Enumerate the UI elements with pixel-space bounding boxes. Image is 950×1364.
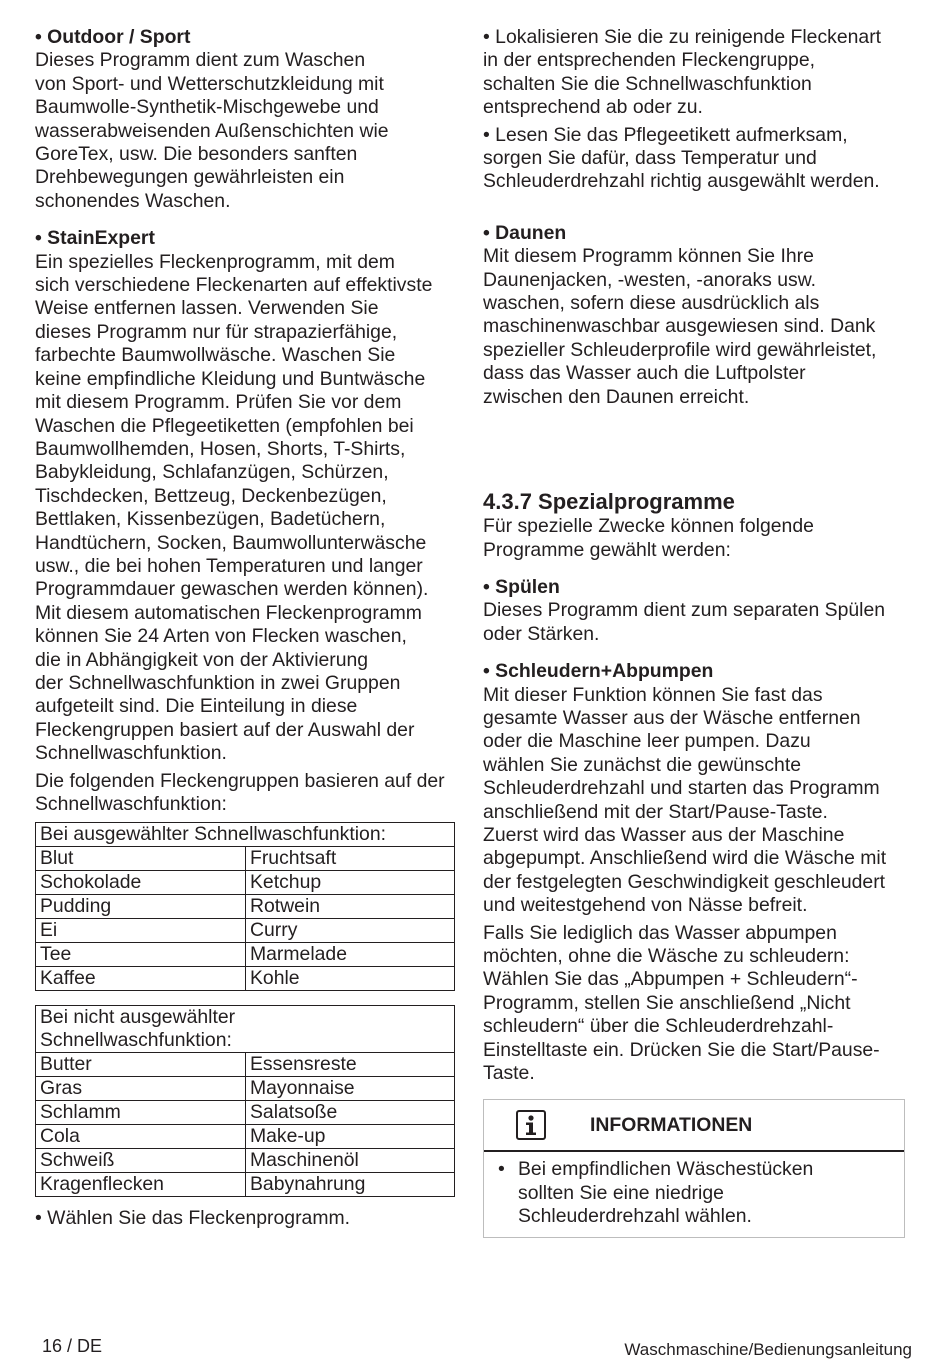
table-cell: Babynahrung <box>246 1173 455 1197</box>
stainexpert-title: • StainExpert <box>35 227 155 250</box>
text-line: schalten Sie die Schnellwaschfunktion <box>483 72 812 95</box>
section-heading: 4.3.7 Spezialprogramme <box>483 489 735 515</box>
table-header: Bei ausgewählter Schnellwaschfunktion: <box>36 823 455 847</box>
table-row <box>36 1149 455 1173</box>
table-row <box>36 847 455 871</box>
spezialprogramme-section <box>483 489 919 562</box>
text-line: Waschen die Pflegeetiketten (empfohlen bei <box>35 414 414 437</box>
text-line: entsprechend ab oder zu. <box>483 96 703 119</box>
text-line: Mit dieser Funktion können Sie fast das <box>483 683 823 706</box>
text-line: Mit diesem Programm können Sie Ihre <box>483 245 814 268</box>
info-body <box>484 1152 904 1236</box>
text-line: Weise entfernen lassen. Verwenden Sie <box>35 297 379 320</box>
table-cell: Essensreste <box>246 1053 455 1077</box>
table-cell: Schweiß <box>36 1149 246 1173</box>
text-line: in der entsprechenden Fleckengruppe, <box>483 49 816 72</box>
page-number: 16 / DE <box>42 1336 103 1356</box>
text-line: Fleckengruppen basiert auf der Auswahl der <box>35 718 415 741</box>
table-cell: Ei <box>36 919 246 943</box>
text-line: Daunenjacken, -westen, -anoraks usw. <box>483 268 817 291</box>
table-row <box>36 1173 455 1197</box>
text-line: schleudern“ über die Schleuderdrehzahl- <box>483 1015 834 1038</box>
table-cell: Ketchup <box>246 871 455 895</box>
text-line: der festgelegten Geschwindigkeit geschleudert <box>483 870 886 893</box>
text-line: gesamte Wasser aus der Wäsche entfernen <box>483 706 861 729</box>
text-line: Schleuderdrehzahl wählen. <box>518 1205 752 1228</box>
table-cell: Curry <box>246 919 455 943</box>
table-cell: Rotwein <box>246 895 455 919</box>
info-box <box>483 1099 905 1237</box>
schleudern-section <box>483 660 919 1085</box>
schleudern-text <box>483 684 919 918</box>
text-line: wählen Sie zunächst die gewünschte <box>483 753 801 776</box>
text-line: und weitestgehend von Nässe befreit. <box>483 894 808 917</box>
info-label: INFORMATIONEN <box>590 1113 753 1136</box>
text-line: Schnellwaschfunktion: <box>35 793 227 815</box>
stain-table-quickwash-on <box>35 822 455 991</box>
table-header-line: Schnellwaschfunktion: <box>40 1029 232 1052</box>
text-line: Zuerst wird das Wasser aus der Maschine <box>483 823 845 846</box>
text-line: anschließend mit der Start/Pause-Taste. <box>483 800 828 823</box>
text-line: sorgen Sie dafür, dass Temperatur und <box>483 147 817 170</box>
text-line: oder Stärken. <box>483 622 600 645</box>
text-line: mit diesem Programm. Prüfen Sie vor dem <box>35 391 402 414</box>
info-text <box>518 1158 813 1228</box>
text-line: abgepumpt. Anschließend wird die Wäsche mit <box>483 847 887 870</box>
text-line: Schleuderdrehzahl richtig ausgewählt werden. <box>483 170 880 193</box>
text-line: keine empfindliche Kleidung und Buntwäsche <box>35 367 426 390</box>
text-line: Bei empfindlichen Wäschestücken <box>518 1158 814 1181</box>
text-line: GoreTex, usw. Die besonders sanften <box>35 143 358 166</box>
table-cell: Schokolade <box>36 871 246 895</box>
text-line: von Sport- und Wetterschutzkleidung mit <box>35 72 384 95</box>
info-icon <box>516 1110 546 1140</box>
table-cell: Kragenflecken <box>36 1173 246 1197</box>
outdoor-sport-title: • Outdoor / Sport <box>35 26 191 48</box>
table-row <box>36 895 455 919</box>
daunen-text <box>483 245 919 409</box>
stainexpert-text <box>35 251 471 766</box>
text-line: sich verschiedene Fleckenarten auf effektivste <box>35 274 433 297</box>
spuelen-title: • Spülen <box>483 575 560 598</box>
text-line: Baumwolle-Synthetik-Mischgewebe und <box>35 96 379 119</box>
schleudern-title: • Schleudern+Abpumpen <box>483 660 714 683</box>
select-stain-program-bullet: • Wählen Sie das Fleckenprogramm. <box>35 1207 351 1230</box>
schleudern-text-2 <box>483 922 919 1086</box>
text-line: dieses Programm nur für strapazierfähige, <box>35 320 398 343</box>
text-line: dass das Wasser auch die Luftpolster <box>483 362 806 385</box>
table-cell: Mayonnaise <box>246 1077 455 1101</box>
text-line: Programme gewählt werden: <box>483 538 731 561</box>
text-line: Dieses Programm dient zum separaten Spülen <box>483 599 886 622</box>
table-cell: Kaffee <box>36 967 246 991</box>
table-row <box>36 1077 455 1101</box>
text-line: Ein spezielles Fleckenprogramm, mit dem <box>35 250 395 273</box>
table-cell: Salatsoße <box>246 1101 455 1125</box>
text-line: Schnellwaschfunktion. <box>35 742 227 765</box>
text-line: schonendes Waschen. <box>35 189 231 212</box>
text-line: Mit diesem automatischen Fleckenprogramm <box>35 601 422 624</box>
text-line: die in Abhängigkeit von der Aktivierung <box>35 648 369 671</box>
table-row <box>36 943 455 967</box>
table-header-row <box>36 823 455 847</box>
table-cell: Fruchtsaft <box>246 847 455 871</box>
right-column <box>483 26 919 1238</box>
text-line: möchten, ohne die Wäsche zu schleudern: <box>483 945 850 967</box>
text-line: Programm, stellen Sie anschließend „Nicht <box>483 991 851 1014</box>
table-header <box>36 1006 455 1053</box>
text-line: Taste. <box>483 1062 535 1085</box>
text-line: Für spezielle Zwecke können folgende <box>483 515 814 538</box>
text-line: Schleuderdrehzahl und starten das Programm <box>483 777 880 800</box>
table-row <box>36 967 455 991</box>
text-line: spezieller Schleuderprofile wird gewährleistet, <box>483 338 877 361</box>
table-cell: Gras <box>36 1077 246 1101</box>
table-cell: Kohle <box>246 967 455 991</box>
top-bullet-2 <box>483 124 919 194</box>
daunen-title: • Daunen <box>483 221 567 244</box>
stainexpert-section <box>35 227 471 816</box>
table-row <box>36 919 455 943</box>
text-line: können Sie 24 Arten von Flecken waschen, <box>35 625 407 648</box>
text-line: waschen, sofern diese ausdrücklich als <box>483 292 820 315</box>
table-header-row <box>36 1006 455 1053</box>
info-header <box>484 1100 904 1152</box>
table-cell: Make-up <box>246 1125 455 1149</box>
text-line: • Lokalisieren Sie die zu reinigende Fleckenart <box>483 26 882 48</box>
table-cell: Schlamm <box>36 1101 246 1125</box>
daunen-section <box>483 222 919 409</box>
text-line: Die folgenden Fleckengruppen basieren auf der <box>35 769 445 792</box>
table-cell: Maschinenöl <box>246 1149 455 1173</box>
stain-groups-intro <box>35 770 471 817</box>
outdoor-sport-text <box>35 49 471 213</box>
table-header-line: Bei nicht ausgewählter <box>40 1006 236 1029</box>
text-line: aufgeteilt sind. Die Einteilung in diese <box>35 695 358 718</box>
text-line: • Lesen Sie das Pflegeetikett aufmerksam, <box>483 123 848 146</box>
text-line: farbechte Baumwollwäsche. Waschen Sie <box>35 344 396 367</box>
text-line: Falls Sie lediglich das Wasser abpumpen <box>483 921 837 944</box>
stain-table-quickwash-off <box>35 1005 455 1197</box>
table-row <box>36 1053 455 1077</box>
text-line: Tischdecken, Bettzeug, Deckenbezügen, <box>35 484 387 507</box>
text-line: Dieses Programm dient zum Waschen <box>35 49 366 72</box>
left-column <box>35 26 471 1231</box>
table-cell: Blut <box>36 847 246 871</box>
text-line: Handtüchern, Socken, Baumwollunterwäsche <box>35 531 427 554</box>
outdoor-sport-section <box>35 26 471 213</box>
text-line: Drehbewegungen gewährleisten ein <box>35 166 345 189</box>
info-bullet: • <box>498 1158 505 1181</box>
spuelen-text <box>483 599 919 646</box>
document-title: Waschmaschine/Bedienungsanleitung <box>624 1340 912 1359</box>
text-line: oder die Maschine leer pumpen. Dazu <box>483 730 811 753</box>
table-row <box>36 871 455 895</box>
spuelen-section <box>483 576 919 646</box>
table-row <box>36 1125 455 1149</box>
table-cell: Marmelade <box>246 943 455 967</box>
text-line: sollten Sie eine niedrige <box>518 1181 724 1204</box>
table-row <box>36 1101 455 1125</box>
text-line: wasserabweisenden Außenschichten wie <box>35 119 389 142</box>
text-line: Bettlaken, Kissenbezügen, Badetüchern, <box>35 508 386 531</box>
table-cell: Pudding <box>36 895 246 919</box>
table-cell: Butter <box>36 1053 246 1077</box>
text-line: usw., die bei hohen Temperaturen und langer <box>35 554 423 577</box>
table-cell: Cola <box>36 1125 246 1149</box>
text-line: Wählen Sie das „Abpumpen + Schleudern“- <box>483 968 858 991</box>
text-line: Babykleidung, Schlafanzügen, Schürzen, <box>35 461 389 484</box>
text-line: Baumwollhemden, Hosen, Shorts, T-Shirts, <box>35 437 406 460</box>
text-line: Programmdauer gewaschen werden können). <box>35 578 429 601</box>
spezialprogramme-intro <box>483 515 919 562</box>
text-line: der Schnellwaschfunktion in zwei Gruppen <box>35 671 401 694</box>
top-bullet-1 <box>483 26 919 120</box>
text-line: zwischen den Daunen erreicht. <box>483 385 750 408</box>
table-cell: Tee <box>36 943 246 967</box>
text-line: Einstelltaste ein. Drücken Sie die Start/Pause- <box>483 1038 880 1061</box>
text-line: maschinenwaschbar ausgewiesen sind. Dank <box>483 315 876 338</box>
